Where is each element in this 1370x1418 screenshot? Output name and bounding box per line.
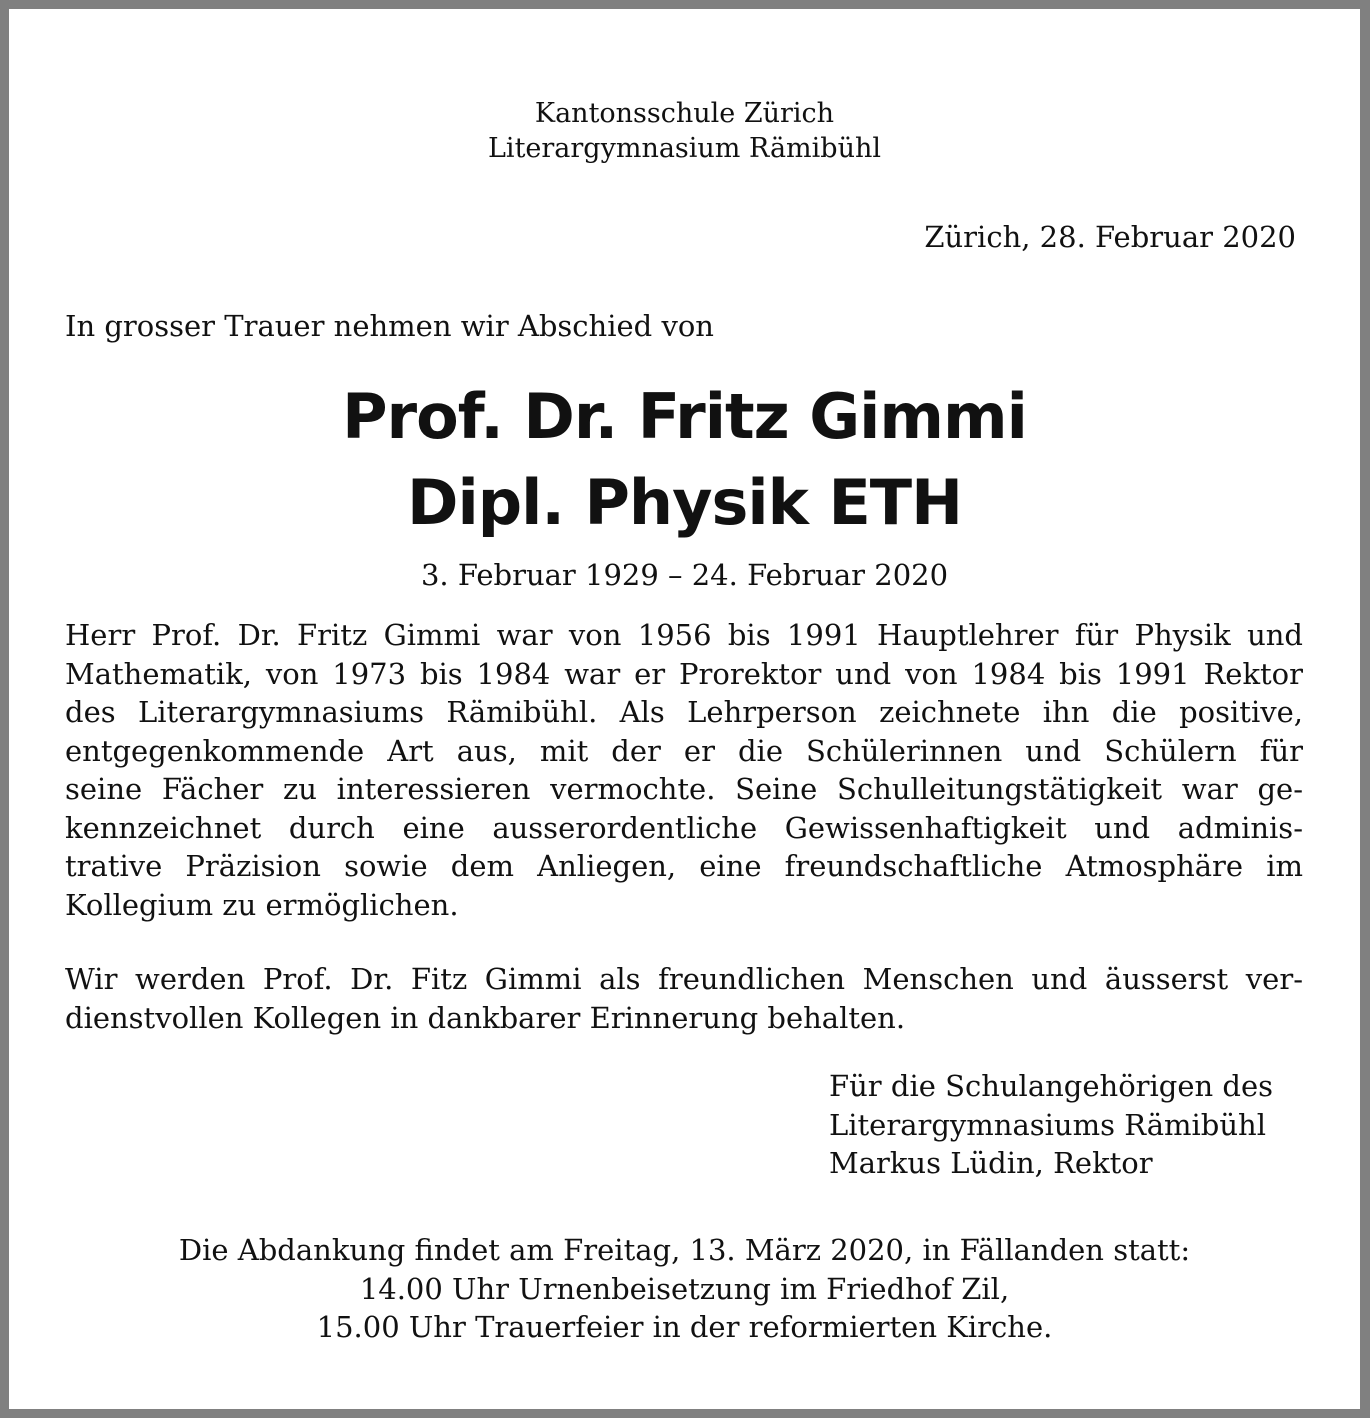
tribute-line: Herr Prof. Dr. Fritz Gimmi war von 1956 bis 1991 Hauptlehrer für Physik und bbox=[65, 618, 1303, 652]
deceased-name bbox=[9, 374, 1360, 546]
ceremony-line-3: 15.00 Uhr Trauerfeier in der reformierten Kirche. bbox=[316, 1310, 1053, 1344]
tribute-line: des Literargymnasiums Rämibühl. Als Lehrperson zeichnete ihn die positive, bbox=[65, 695, 1303, 729]
ceremony-line-2: 14.00 Uhr Urnenbeisetzung im Friedhof Zil, bbox=[359, 1271, 1010, 1306]
tribute-line: seine Fächer zu interessieren vermochte. Seine Schulleitungstätigkeit war ge- bbox=[65, 772, 1303, 806]
ceremony-line-1: Die Abdankung findet am Freitag, 13. März 2020, in Fällanden statt: bbox=[178, 1233, 1191, 1267]
signature-line-1: Für die Schulangehörigen des bbox=[829, 1069, 1274, 1103]
tribute-line: kennzeichnet durch eine ausserordentliche Gewissenhaftigkeit und adminis- bbox=[65, 810, 1303, 845]
lifespan-dates: 3. Februar 1929 – 24. Februar 2020 bbox=[420, 558, 949, 592]
remembrance-line: dienstvollen Kollegen in dankbarer Erinnerung behalten. bbox=[65, 1000, 906, 1035]
tribute-line: Kollegium zu ermöglichen. bbox=[65, 887, 459, 922]
tribute-line: trative Präzision sowie dem Anliegen, eine freundschaftliche Atmosphäre im bbox=[65, 849, 1303, 883]
school-header bbox=[9, 96, 1360, 166]
school-name: Kantonsschule Zürich bbox=[534, 98, 835, 129]
signature-block bbox=[829, 1067, 1273, 1183]
intro-text: In grosser Trauer nehmen wir Abschied von bbox=[65, 309, 714, 343]
place-date: Zürich, 28. Februar 2020 bbox=[924, 220, 1296, 254]
name-line-1: Prof. Dr. Fritz Gimmi bbox=[342, 380, 1027, 453]
remembrance-line: Wir werden Prof. Dr. Fitz Gimmi als freundlichen Menschen und äusserst ver- bbox=[65, 962, 1303, 996]
signature-line-2: Literargymnasiums Rämibühl bbox=[829, 1107, 1266, 1142]
tribute-paragraph bbox=[65, 616, 1303, 924]
remembrance-paragraph bbox=[65, 960, 1303, 1037]
tribute-line: entgegenkommende Art aus, mit der er die Schülerinnen und Schülern für bbox=[65, 733, 1303, 768]
signature-line-3: Markus Lüdin, Rektor bbox=[829, 1146, 1153, 1180]
tribute-line: Mathematik, von 1973 bis 1984 war er Prorektor und von 1984 bis 1991 Rektor bbox=[65, 656, 1303, 691]
department-name: Literargymnasium Rämibühl bbox=[488, 133, 881, 164]
ceremony-info bbox=[9, 1231, 1360, 1347]
obituary-page bbox=[9, 9, 1360, 1409]
name-line-2: Dipl. Physik ETH bbox=[407, 466, 962, 539]
